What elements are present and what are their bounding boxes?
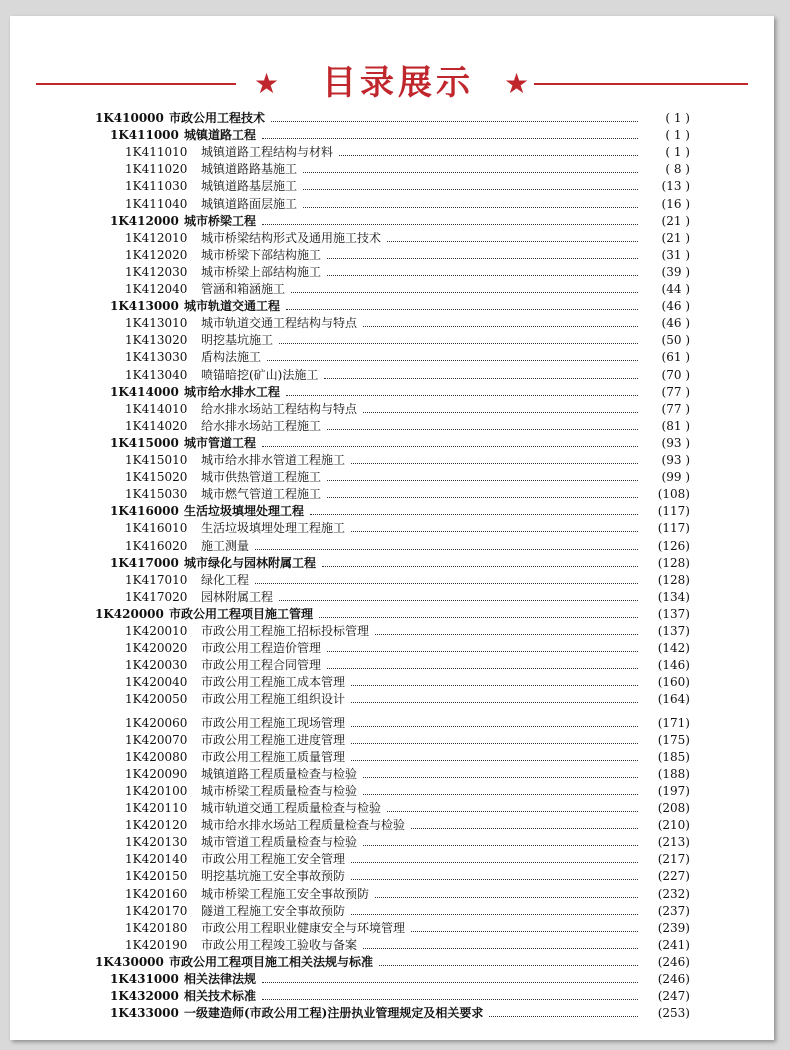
toc-entry-page: (77 ) (661, 401, 690, 416)
toc-entry-code: 1K417020 (125, 589, 188, 604)
toc-entry[interactable] (125, 800, 690, 817)
dot-leader (379, 963, 638, 966)
dot-leader (351, 461, 638, 464)
dot-leader (363, 946, 638, 949)
dot-leader (262, 980, 638, 983)
toc-entry-page: (13 ) (661, 179, 690, 194)
toc-entry-code: 1K420080 (125, 749, 188, 764)
toc-entry-title: 城市绿化与园林附属工程 (184, 555, 317, 570)
toc-entry-code: 1K420190 (125, 937, 188, 952)
toc-entry-page: (232) (657, 886, 690, 901)
dot-leader (303, 205, 638, 208)
toc-entry-page: (50 ) (661, 333, 690, 348)
toc-entry[interactable] (125, 834, 690, 851)
toc-entry-code: 1K413030 (125, 350, 188, 365)
toc-entry-page: (31 ) (661, 247, 690, 262)
toc-entry-page: (175) (657, 732, 690, 747)
dot-leader (375, 632, 638, 635)
toc-entry[interactable] (110, 971, 690, 988)
toc-entry-title: 隧道工程施工安全事故预防 (201, 903, 346, 918)
toc-entry[interactable] (125, 367, 690, 384)
toc-entry-page: (237) (657, 903, 690, 918)
toc-entry-title: 市政公用工程施工成本管理 (201, 675, 346, 690)
toc-entry-code: 1K414000 (110, 384, 179, 399)
dot-leader (262, 444, 638, 447)
toc-entry-code: 1K410000 (95, 111, 164, 125)
toc-entry[interactable] (125, 196, 690, 213)
toc-entry-page: (126) (657, 538, 690, 553)
toc-entry[interactable] (125, 572, 690, 589)
toc-entry[interactable] (125, 640, 690, 657)
toc-entry[interactable] (125, 851, 690, 868)
dot-leader (411, 929, 638, 932)
toc-entry[interactable] (125, 886, 690, 903)
toc-entry-title: 市政公用工程合同管理 (201, 658, 322, 673)
toc-entry[interactable] (125, 868, 690, 885)
dot-leader (327, 256, 638, 259)
toc-entry-page: ( 1 ) (665, 111, 690, 125)
toc-entry-page: (241) (657, 937, 690, 952)
toc-entry[interactable] (110, 503, 690, 520)
toc-entry-code: 1K420170 (125, 903, 188, 918)
toc-entry-title: 相关技术标准 (184, 989, 257, 1004)
dot-leader (279, 341, 638, 344)
toc-entry-title: 管涵和箱涵施工 (201, 282, 286, 296)
toc-entry-page: (46 ) (661, 316, 690, 331)
dot-leader (327, 427, 638, 430)
toc-entry-code: 1K415010 (125, 453, 188, 467)
toc-entry-title: 喷锚暗挖(矿山)法施工 (201, 367, 319, 382)
toc-entry[interactable] (125, 903, 690, 920)
dot-leader (303, 187, 638, 190)
dot-leader (489, 1014, 638, 1017)
toc-entry-title: 市政公用工程施工现场管理 (201, 715, 346, 730)
toc-entry-code: 1K420030 (125, 658, 188, 673)
dot-leader (327, 666, 638, 669)
toc-entry-code: 1K415030 (125, 487, 188, 502)
dot-leader (351, 700, 638, 703)
toc-entry-code: 1K417000 (110, 555, 179, 570)
toc-entry-page: (61 ) (661, 350, 690, 365)
star-icon: ★ (254, 67, 280, 100)
toc-entry-code: 1K412000 (110, 213, 179, 228)
dot-leader (324, 376, 638, 379)
toc-entry-title: 市政公用工程职业健康安全与环境管理 (201, 920, 406, 935)
dot-leader (262, 997, 638, 1000)
toc-entry-code: 1K412010 (125, 230, 188, 245)
toc-entry[interactable] (125, 920, 690, 937)
toc-entry-title: 城镇道路基层施工 (201, 179, 298, 194)
toc-entry-title: 给水排水场站工程施工 (201, 418, 322, 433)
dot-leader (363, 324, 638, 327)
toc-entry-code: 1K420180 (125, 920, 188, 935)
toc-entry-title: 明挖基坑施工安全事故预防 (201, 869, 346, 884)
page-title: 目录展示 (322, 63, 474, 103)
toc-entry-title: 城镇道路工程质量检查与检验 (201, 766, 358, 781)
toc-entry[interactable] (125, 486, 690, 503)
toc-entry-page: (134) (657, 589, 690, 604)
toc-entry-title: 城市给水排水工程 (184, 384, 281, 399)
dot-leader (387, 809, 638, 812)
dot-leader (363, 843, 638, 846)
toc-entry-code: 1K416000 (110, 504, 179, 519)
toc-entry-code: 1K420070 (125, 732, 188, 747)
toc-entry[interactable] (125, 691, 690, 708)
toc-entry-title: 市政公用工程施工安全管理 (201, 852, 346, 867)
toc-entry[interactable] (110, 127, 690, 144)
toc-entry-title: 城镇道路路基施工 (201, 162, 298, 177)
dot-leader (351, 758, 638, 761)
toc-entry-code: 1K412020 (125, 247, 188, 262)
dot-leader (327, 273, 638, 276)
toc-entry-page: (70 ) (661, 367, 690, 382)
toc-entry-code: 1K415000 (110, 435, 179, 450)
toc-entry-title: 城镇道路面层施工 (201, 196, 298, 211)
toc-entry[interactable] (110, 435, 690, 452)
toc-entry-title: 市政公用工程施工招标投标管理 (201, 624, 370, 638)
dot-leader (351, 724, 638, 727)
star-icon: ★ (504, 67, 530, 100)
toc-entry[interactable] (125, 589, 690, 606)
toc-entry-page: (188) (657, 766, 690, 781)
toc-entry-code: 1K411030 (125, 179, 188, 194)
toc-entry-title: 明挖基坑施工 (201, 333, 274, 348)
toc-entry-code: 1K413020 (125, 333, 188, 348)
toc-entry[interactable] (95, 110, 690, 127)
toc-entry-page: (213) (657, 835, 690, 850)
dot-leader (286, 393, 638, 396)
toc-entry[interactable] (125, 452, 690, 469)
toc-entry-code: 1K411020 (125, 162, 188, 177)
dot-leader (351, 877, 638, 880)
toc-entry-title: 城市桥梁工程施工安全事故预防 (201, 886, 370, 901)
toc-entry-code: 1K432000 (110, 989, 179, 1004)
toc-entry-page: (77 ) (661, 384, 690, 399)
dot-leader (286, 307, 638, 310)
toc-entry-code: 1K417010 (125, 572, 188, 587)
toc-entry[interactable] (110, 1005, 690, 1022)
toc-entry-title: 城市桥梁下部结构施工 (201, 247, 322, 262)
toc-entry-page: ( 1 ) (665, 128, 690, 143)
toc-entry-title: 城市轨道交通工程 (184, 299, 281, 314)
dot-leader (327, 478, 638, 481)
toc-entry[interactable] (125, 657, 690, 674)
toc-entry[interactable] (125, 783, 690, 800)
toc-entry[interactable] (125, 623, 690, 640)
toc-entry[interactable] (125, 315, 690, 332)
dot-leader (387, 239, 638, 242)
toc-entry-page: (137) (657, 606, 690, 621)
toc-entry-page: (217) (657, 852, 690, 867)
toc-entry-code: 1K414010 (125, 401, 188, 416)
toc-entry-title: 市政公用工程造价管理 (201, 641, 322, 656)
toc-entry-page: (208) (657, 801, 690, 815)
toc-entry[interactable] (125, 144, 690, 161)
toc-entry[interactable] (125, 178, 690, 195)
toc-entry[interactable] (125, 732, 690, 749)
toc-entry-title: 生活垃圾填埋处理工程施工 (201, 521, 346, 536)
toc-entry-code: 1K420020 (125, 641, 188, 656)
toc-entry[interactable] (125, 418, 690, 435)
toc-entry-page: (227) (657, 869, 690, 884)
toc-entry-title: 城市轨道交通工程质量检查与检验 (201, 801, 382, 815)
dot-leader (363, 775, 638, 778)
toc-entry-title: 城市给水排水场站工程质量检查与检验 (201, 818, 406, 833)
toc-entry-page: (117) (657, 521, 690, 536)
toc-entry[interactable] (95, 954, 690, 971)
toc-entry-title: 一级建造师(市政公用工程)注册执业管理规定及相关要求 (184, 1006, 484, 1021)
dot-leader (363, 410, 638, 413)
toc-entry-code: 1K411010 (125, 145, 188, 160)
toc-entry-code: 1K420090 (125, 766, 188, 781)
toc-entry-page: (210) (657, 818, 690, 833)
toc-entry-title: 市政公用工程竣工验收与备案 (201, 937, 358, 952)
toc-entry-title: 城市轨道交通工程结构与特点 (201, 316, 358, 331)
toc-entry-page: (171) (657, 715, 690, 730)
dot-leader (375, 895, 638, 898)
toc-entry[interactable] (125, 937, 690, 954)
toc-entry-code: 1K431000 (110, 972, 179, 986)
toc-entry-code: 1K416020 (125, 538, 188, 553)
toc-entry-page: (247) (657, 989, 690, 1004)
toc-entry-code: 1K412040 (125, 282, 188, 296)
toc-entry-code: 1K420150 (125, 869, 188, 884)
toc-entry-title: 施工测量 (201, 538, 250, 553)
toc-entry[interactable] (110, 213, 690, 230)
toc-entry-title: 城市管道工程质量检查与检验 (201, 835, 358, 850)
toc-entry-title: 相关法律法规 (184, 972, 257, 986)
toc-entry[interactable] (125, 161, 690, 178)
toc-entry-title: 城市桥梁工程 (184, 213, 257, 228)
toc-entry-page: (142) (657, 641, 690, 656)
toc-entry-page: (197) (657, 783, 690, 798)
dot-leader (351, 683, 638, 686)
toc-entry-code: 1K420000 (95, 606, 164, 621)
dot-leader (351, 741, 638, 744)
page-sheet (10, 16, 774, 1040)
toc-entry-title: 市政公用工程项目施工管理 (169, 606, 314, 621)
dot-leader (327, 495, 638, 498)
toc-entry[interactable] (125, 401, 690, 418)
toc-entry[interactable] (110, 298, 690, 315)
toc-entry-page: (246) (657, 954, 690, 969)
dot-leader (351, 529, 638, 532)
toc-entry-page: (21 ) (661, 230, 690, 245)
toc-entry-code: 1K420160 (125, 886, 188, 901)
toc-entry-code: 1K430000 (95, 954, 164, 969)
dot-leader (351, 912, 638, 915)
toc-entry-title: 生活垃圾填埋处理工程 (184, 504, 305, 519)
toc-entry[interactable] (125, 715, 690, 732)
toc-entry-code: 1K414020 (125, 418, 188, 433)
toc-entry-code: 1K413000 (110, 299, 179, 314)
toc-entry-code: 1K420140 (125, 852, 188, 867)
toc-entry-page: (93 ) (661, 435, 690, 450)
toc-entry[interactable] (110, 555, 690, 572)
toc-entry-code: 1K420060 (125, 715, 188, 730)
toc-entry-page: (108) (657, 487, 690, 502)
toc-entry[interactable] (125, 469, 690, 486)
toc-entry-code: 1K433000 (110, 1006, 179, 1021)
toc-entry[interactable] (125, 749, 690, 766)
toc-entry-page: (137) (657, 624, 690, 638)
toc-entry-title: 城市燃气管道工程施工 (201, 487, 322, 502)
toc-entry-page: (160) (657, 675, 690, 690)
dot-leader (262, 222, 638, 225)
toc-entry-title: 市政公用工程施工组织设计 (201, 692, 346, 707)
toc-entry[interactable] (95, 606, 690, 623)
toc-entry-code: 1K420040 (125, 675, 188, 690)
toc-entry-page: (164) (657, 692, 690, 707)
dot-leader (322, 564, 638, 567)
dot-leader (327, 649, 638, 652)
toc-entry-title: 市政公用工程项目施工相关法规与标准 (169, 954, 374, 969)
toc-entry-code: 1K415020 (125, 470, 188, 485)
toc-entry-code: 1K420130 (125, 835, 188, 850)
dot-leader (303, 170, 638, 173)
toc-entry-title: 城市桥梁上部结构施工 (201, 264, 322, 279)
toc-entry-title: 城市管道工程 (184, 435, 257, 450)
toc-entry[interactable] (110, 988, 690, 1005)
toc-entry[interactable] (110, 384, 690, 401)
toc-entry-page: (239) (657, 920, 690, 935)
toc-entry-page: (128) (657, 555, 690, 570)
toc-entry-code: 1K411000 (110, 128, 179, 143)
toc-entry[interactable] (125, 281, 690, 298)
toc-entry-title: 市政公用工程技术 (169, 111, 266, 125)
toc-entry-code: 1K412030 (125, 264, 188, 279)
toc-entry[interactable] (125, 766, 690, 783)
toc-entry-code: 1K413040 (125, 367, 188, 382)
toc-entry-page: (146) (657, 658, 690, 673)
toc-entry-title: 盾构法施工 (201, 350, 262, 365)
dot-leader (267, 358, 638, 361)
toc-entry-code: 1K420120 (125, 818, 188, 833)
dot-leader (351, 860, 638, 863)
toc-entry[interactable] (125, 264, 690, 281)
toc-entry-page: (246) (657, 972, 690, 986)
dot-leader (363, 792, 638, 795)
toc-entry-page: (117) (657, 504, 690, 519)
toc-entry[interactable] (125, 332, 690, 349)
dot-leader (319, 615, 638, 618)
toc-entry-title: 绿化工程 (201, 572, 250, 587)
dot-leader (262, 136, 638, 139)
dot-leader (339, 153, 638, 156)
toc-entry[interactable] (125, 674, 690, 691)
toc-entry-code: 1K420110 (125, 801, 188, 815)
dot-leader (310, 512, 638, 515)
toc-entry-page: (99 ) (661, 470, 690, 485)
toc-entry-code: 1K420010 (125, 624, 188, 638)
toc-entry-page: (16 ) (661, 196, 690, 211)
toc-entry-title: 城市桥梁结构形式及通用施工技术 (201, 230, 382, 245)
toc-entry-page: ( 8 ) (665, 162, 690, 177)
toc-entry-code: 1K416010 (125, 521, 188, 536)
toc-entry-title: 给水排水场站工程结构与特点 (201, 401, 358, 416)
toc-entry-title: 市政公用工程施工进度管理 (201, 732, 346, 747)
table-of-contents (10, 16, 774, 1040)
dot-leader (291, 290, 638, 293)
toc-entry-page: (81 ) (661, 418, 690, 433)
toc-entry-title: 城镇道路工程 (184, 128, 257, 143)
toc-entry-code: 1K420050 (125, 692, 188, 707)
dot-leader (279, 598, 638, 601)
toc-entry-title: 城镇道路工程结构与材料 (201, 145, 334, 160)
toc-entry-page: (39 ) (661, 264, 690, 279)
toc-entry-title: 城市给水排水管道工程施工 (201, 453, 346, 467)
dot-leader (271, 119, 638, 122)
toc-entry-code: 1K411040 (125, 196, 188, 211)
toc-entry-title: 市政公用工程施工质量管理 (201, 749, 346, 764)
toc-entry-page: (128) (657, 572, 690, 587)
toc-entry[interactable] (125, 520, 690, 537)
toc-entry[interactable] (125, 349, 690, 366)
dot-leader (255, 581, 638, 584)
toc-entry[interactable] (125, 538, 690, 555)
dot-leader (255, 547, 638, 550)
toc-entry-page: (253) (657, 1006, 690, 1021)
toc-entry-page: (185) (657, 749, 690, 764)
toc-entry-page: (21 ) (661, 213, 690, 228)
toc-entry-page: (46 ) (661, 299, 690, 314)
toc-entry-title: 城市桥梁工程质量检查与检验 (201, 783, 358, 798)
toc-entry[interactable] (125, 817, 690, 834)
toc-entry-page: ( 1 ) (665, 145, 690, 160)
toc-entry[interactable] (125, 230, 690, 247)
toc-entry-code: 1K420100 (125, 783, 188, 798)
toc-entry[interactable] (125, 247, 690, 264)
toc-entry-page: (44 ) (661, 282, 690, 296)
toc-entry-page: (93 ) (661, 453, 690, 467)
toc-entry-title: 城市供热管道工程施工 (201, 470, 322, 485)
toc-entry-code: 1K413010 (125, 316, 188, 331)
toc-entry-title: 园林附属工程 (201, 589, 274, 604)
dot-leader (411, 826, 638, 829)
